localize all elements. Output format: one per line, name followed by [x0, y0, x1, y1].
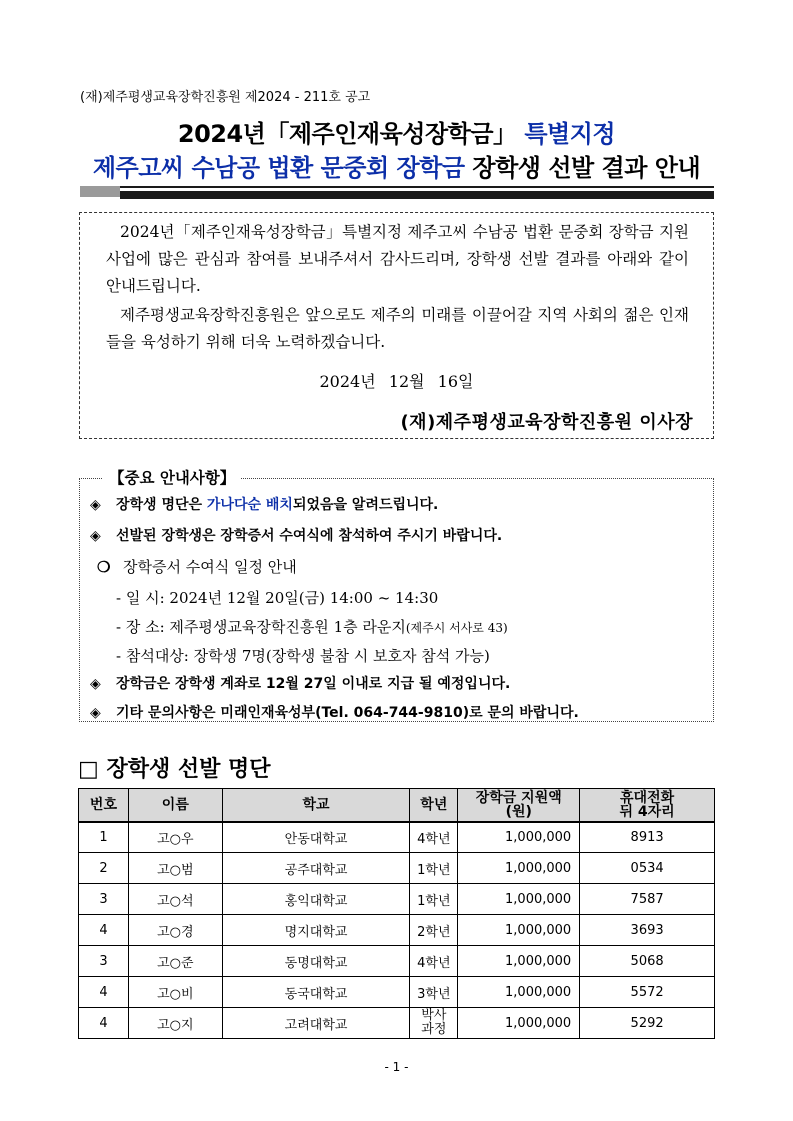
notice-item-1-highlight: 가나다순 배치: [206, 497, 293, 513]
cell-grade: 1학년: [410, 853, 458, 884]
cell-no: 3: [79, 884, 129, 915]
ceremony-time: - 일 시: 2024년 12월 20일(금) 14:00 ~ 14:30: [116, 589, 439, 607]
ceremony-heading: [97, 556, 297, 577]
notice-item-2: [90, 525, 502, 545]
cell-grade: 4학년: [410, 822, 458, 853]
intro-paragraph-2: 제주평생교육장학진흥원은 앞으로도 제주의 미래를 이끌어갈 지역 사회의 젊은 인재들을 육성하기 위해 더욱 노력하겠습니다.: [106, 306, 689, 351]
header-phone-line2: 뒤 4자리: [619, 803, 675, 820]
cell-school: 동국대학교: [222, 977, 410, 1008]
title-underline-bar: [80, 186, 714, 197]
ceremony-place: [116, 616, 508, 637]
diamond-bullet-icon: ◈: [90, 705, 101, 721]
intro-paragraph-1: 2024년「제주인재육성장학금」특별지정 제주고씨 수남공 법환 문중회 장학금 지원 사업에 많은 관심과 참여를 보내주셔서 감사드리며, 장학생 선발 결과를 아래와 같이 안내드립니다.: [106, 223, 689, 295]
header-name: 이름: [128, 789, 222, 822]
cell-no: 4: [79, 977, 129, 1008]
cell-amount: 1,000,000: [458, 884, 580, 915]
intro-signature: (재)제주평생교육장학진흥원 이사장: [400, 412, 693, 433]
cell-phone: 7587: [580, 884, 715, 915]
cell-phone: 3693: [580, 915, 715, 946]
cell-no: 4: [79, 915, 129, 946]
table-header-row: [79, 789, 715, 822]
cell-grade: 1학년: [410, 884, 458, 915]
cell-no: 4: [79, 1008, 129, 1039]
diamond-bullet-icon: ◈: [90, 497, 101, 513]
cell-school: 고려대학교: [222, 1008, 410, 1039]
circle-bullet-icon: ❍: [97, 558, 111, 576]
table-row: [79, 915, 715, 946]
title-line1-text: 2024년「제주인재육성장학금」: [177, 120, 517, 148]
diamond-bullet-icon: ◈: [90, 528, 101, 544]
notice-item-1-text-a: 장학생 명단은: [116, 497, 203, 513]
notice-item-4: [90, 702, 579, 722]
cell-grade: [410, 1008, 458, 1039]
cell-grade: 4학년: [410, 946, 458, 977]
header-no: 번호: [79, 789, 129, 822]
notice-id: (재)제주평생교육장학진흥원 제2024 - 211호 공고: [80, 90, 371, 105]
table-row: [79, 1008, 715, 1039]
cell-school: 안동대학교: [222, 822, 410, 853]
ceremony-place-text: - 장 소: 제주평생교육장학진흥원 1층 라운지: [116, 618, 406, 636]
title-line2-highlight: 제주고씨 수남공 법환 문중회 장학금: [92, 154, 465, 182]
cell-amount: 1,000,000: [458, 977, 580, 1008]
notice-item-3-text: 장학금은 장학생 계좌로 12월 27일 이내로 지급 될 예정입니다.: [116, 676, 511, 692]
header-phone-line1: 휴대전화: [620, 789, 675, 806]
cell-school: 동명대학교: [222, 946, 410, 977]
cell-amount: 1,000,000: [458, 853, 580, 884]
table-row: [79, 822, 715, 853]
section-heading: □ 장학생 선발 명단: [78, 757, 271, 782]
notice-item-3: [90, 673, 510, 693]
important-notice-title: 【중요 안내사항】: [103, 466, 241, 488]
notice-item-1-text-b: 되었음을 알려드립니다.: [292, 497, 439, 513]
notice-item-2-text: 선발된 장학생은 장학증서 수여식에 참석하여 주시기 바랍니다.: [116, 528, 503, 544]
cell-name: 고○지: [128, 1008, 222, 1039]
header-amount-line2: (원): [505, 803, 532, 820]
header-amount-line1: 장학금 지원액: [475, 789, 562, 806]
cell-name: 고○비: [128, 977, 222, 1008]
cell-phone: 5572: [580, 977, 715, 1008]
cell-no: 1: [79, 822, 129, 853]
cell-no: 3: [79, 946, 129, 977]
header-grade: 학년: [410, 789, 458, 822]
diamond-bullet-icon: ◈: [90, 676, 101, 692]
header-school: 학교: [222, 789, 410, 822]
cell-grade-line1: 박사: [421, 1008, 447, 1023]
scholarship-roster-table: [78, 788, 715, 1039]
cell-grade: 3학년: [410, 977, 458, 1008]
title-line2-text: 장학생 선발 결과 안내: [472, 154, 701, 182]
cell-no: 2: [79, 853, 129, 884]
ceremony-heading-text: 장학증서 수여식 일정 안내: [123, 558, 297, 576]
table-row: [79, 853, 715, 884]
intro-date: 2024년 12월 16일: [319, 372, 474, 391]
cell-amount: 1,000,000: [458, 946, 580, 977]
cell-phone: 0534: [580, 853, 715, 884]
table-row: [79, 946, 715, 977]
page-title-line2: [0, 148, 793, 183]
intro-box: [79, 212, 714, 439]
cell-amount: 1,000,000: [458, 822, 580, 853]
cell-name: 고○경: [128, 915, 222, 946]
cell-amount: 1,000,000: [458, 915, 580, 946]
ceremony-place-note: (제주시 서사로 43): [405, 621, 508, 635]
cell-school: 공주대학교: [222, 853, 410, 884]
cell-name: 고○우: [128, 822, 222, 853]
cell-school: 홍익대학교: [222, 884, 410, 915]
table-row: [79, 884, 715, 915]
cell-name: 고○준: [128, 946, 222, 977]
title-line1-highlight: 특별지정: [524, 120, 616, 148]
header-amount: [458, 789, 580, 822]
page-title-line1: [0, 114, 793, 149]
cell-name: 고○범: [128, 853, 222, 884]
cell-name: 고○석: [128, 884, 222, 915]
cell-school: 명지대학교: [222, 915, 410, 946]
header-phone: [580, 789, 715, 822]
notice-item-4-text: 기타 문의사항은 미래인재육성부(Tel. 064-744-9810)로 문의 바랍니다.: [116, 705, 579, 721]
cell-phone: 5068: [580, 946, 715, 977]
ceremony-target: - 참석대상: 장학생 7명(장학생 불참 시 보호자 참석 가능): [116, 647, 490, 665]
page-number: - 1 -: [384, 1060, 409, 1074]
cell-grade: 2학년: [410, 915, 458, 946]
notice-item-1: [90, 494, 438, 514]
cell-amount: 1,000,000: [458, 1008, 580, 1039]
cell-grade-line2: 과정: [421, 1022, 447, 1037]
table-row: [79, 977, 715, 1008]
cell-phone: 8913: [580, 822, 715, 853]
cell-phone: 5292: [580, 1008, 715, 1039]
